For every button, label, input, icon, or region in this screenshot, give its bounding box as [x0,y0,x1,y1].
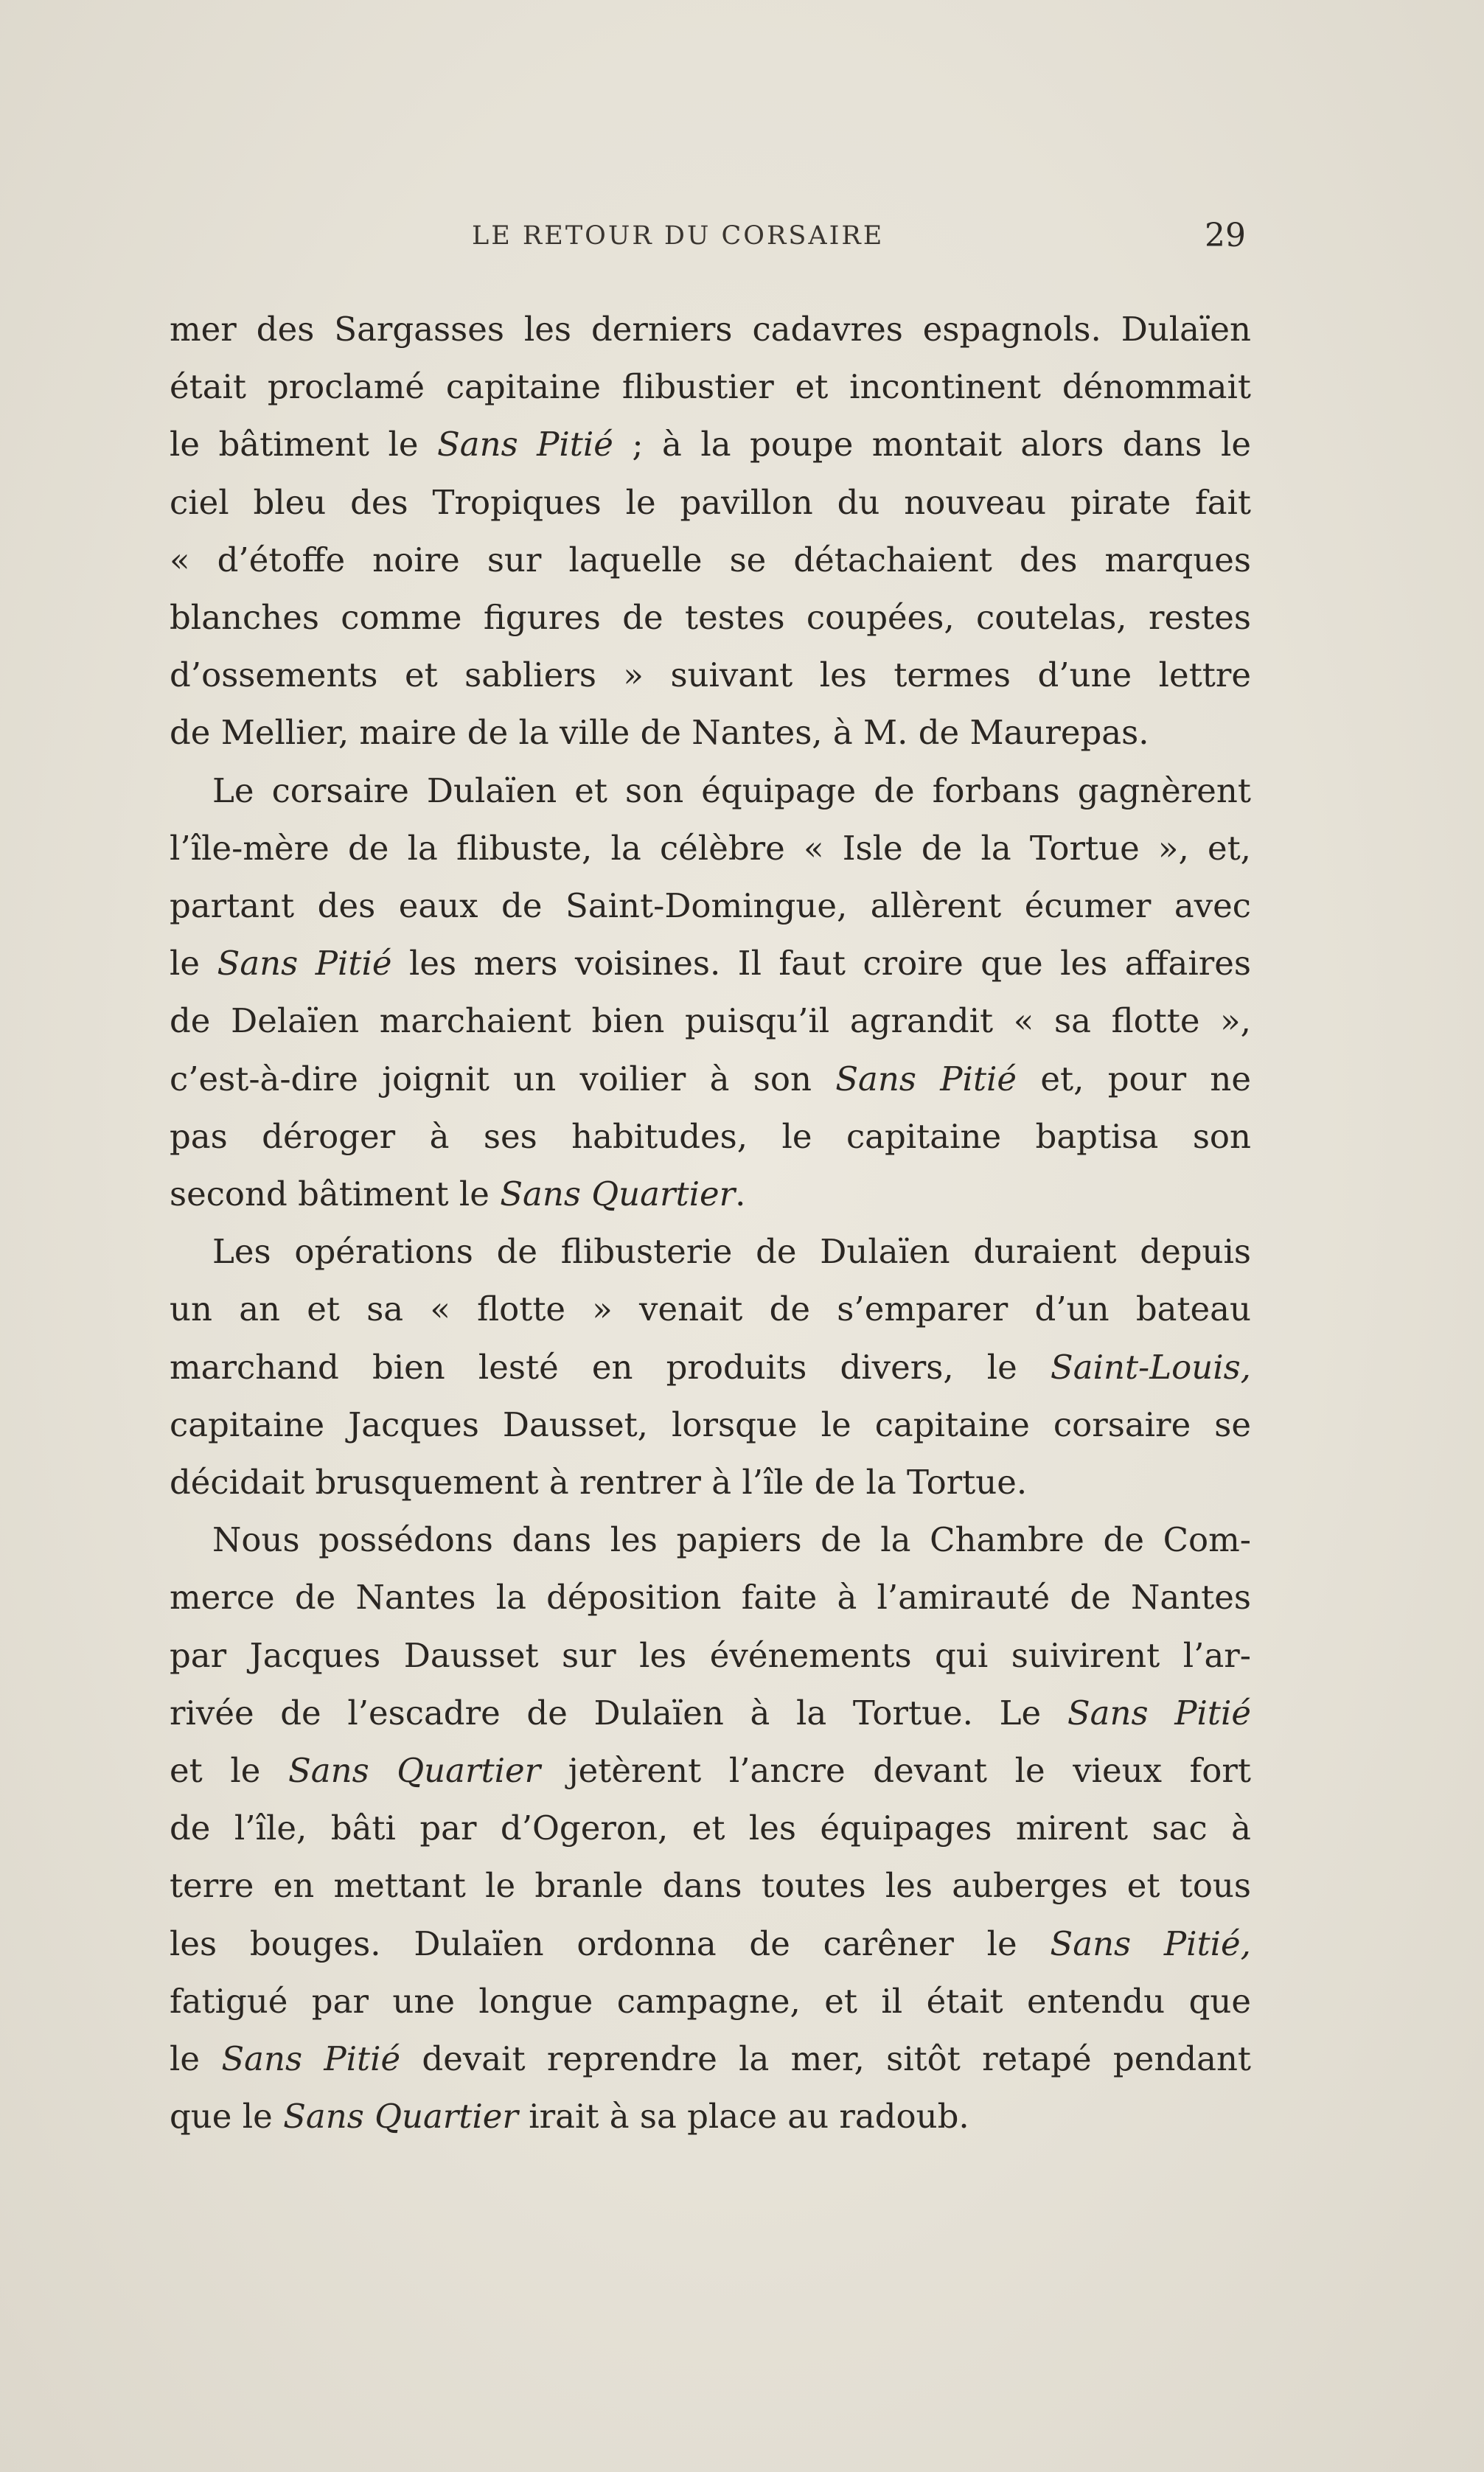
text: le [170,944,217,983]
page-number: 29 [1205,217,1246,254]
running-header [170,217,1246,265]
text-line [170,1685,1251,1742]
text: jetèrent l’ancre devant le vieux fort [540,1751,1251,1791]
text-line [170,704,1251,762]
text-line [170,532,1251,589]
italic-text: Sans Pitié, [1050,1923,1251,1963]
text: d’ossements et sabliers » suivant les termes d’une lettre [170,655,1251,695]
italic-text: Sans Pitié [221,2039,401,2079]
text: de Mellier, maire de la ville de Nantes, à M. de Maurepas. [170,713,1149,753]
text: merce de Nantes la déposition faite à l’amirauté de Nantes [170,1578,1251,1618]
text-line [170,301,1251,358]
text-line [170,1973,1251,2030]
text-line [170,1108,1251,1166]
text: . [735,1174,746,1214]
text-line [170,2030,1251,2088]
italic-text: Sans Quartier [500,1174,736,1214]
text: fatigué par une longue campagne, et il était entendu que [170,1981,1251,2021]
italic-text: Sans Pitié [436,425,613,464]
paragraph [170,1223,1251,1511]
text: ; à la poupe montait alors dans le [613,425,1251,464]
text: par Jacques Dausset sur les événements qui suivirent l’ar- [170,1635,1251,1675]
text: et, pour ne [1017,1059,1252,1099]
text-line [170,1166,1251,1223]
text: de Delaïen marchaient bien puisqu’il agrandit « sa flotte », [170,1001,1251,1041]
text-line [170,1454,1251,1511]
text-line [170,1396,1251,1454]
text: et le [170,1751,288,1791]
text: c’est-à-dire joignit un voilier à son [170,1059,836,1099]
paragraph [170,301,1251,762]
italic-text: Sans Pitié [835,1059,1017,1099]
text: terre en mettant le branle dans toutes les auberges et tous [170,1866,1251,1906]
text: devait reprendre la mer, sitôt retapé pendant [400,2039,1252,2079]
text: marchand bien lesté en produits divers, le [170,1347,1051,1387]
text: Les opérations de flibusterie de Dulaïen duraient depuis [212,1232,1251,1272]
italic-text: Sans Pitié [1067,1693,1252,1733]
text: ciel bleu des Tropiques le pavillon du nouveau pirate fait [170,482,1251,522]
text: le bâtiment le [170,425,437,464]
text: que le [170,2097,284,2137]
text-line [170,1915,1251,1973]
text: de l’île, bâti par d’Ogeron, et les équipages mirent sac à [170,1808,1251,1848]
text: l’île-mère de la flibuste, la célèbre « Isle de la Tortue », et, [170,828,1251,868]
text-line [170,647,1251,704]
text-line [170,992,1251,1050]
text-line [170,589,1251,647]
text: Le corsaire Dulaïen et son équipage de forbans gagnèrent [212,770,1251,810]
text-line [170,474,1251,532]
paragraph [170,762,1251,1224]
italic-text: Saint-Louis, [1050,1347,1251,1387]
text: capitaine Jacques Dausset, lorsque le capitaine corsaire se [170,1404,1251,1444]
text: un an et sa « flotte » venait de s’emparer d’un bateau [170,1289,1251,1329]
text-line [170,1281,1251,1338]
italic-text: Sans Quartier [283,2097,518,2137]
text-line [170,2088,1251,2145]
text-line [170,877,1251,935]
text-line [170,1857,1251,1915]
text-line [170,935,1251,992]
text: Nous possédons dans les papiers de la Chambre de Com- [212,1520,1251,1560]
text-line [170,1051,1251,1108]
paragraph [170,1511,1251,2145]
text: pas déroger à ses habitudes, le capitaine baptisa son [170,1116,1251,1156]
text: rivée de l’escadre de Dulaïen à la Tortue. Le [170,1693,1067,1733]
text: mer des Sargasses les derniers cadavres espagnols. Dulaïen [170,310,1251,349]
text-line [170,358,1251,416]
text: blanches comme figures de testes coupées, coutelas, restes [170,598,1251,638]
text: était proclamé capitaine flibustier et incontinent dénommait [170,367,1251,407]
running-title: LE RETOUR DU CORSAIRE [472,221,885,251]
text-line [170,820,1251,877]
text-line [170,1339,1251,1396]
text-line [170,1742,1251,1800]
text: décidait brusquement à rentrer à l’île de la Tortue. [170,1463,1028,1503]
text-line [170,1800,1251,1857]
text: second bâtiment le [170,1174,501,1214]
text: les bouges. Dulaïen ordonna de carêner le [170,1923,1051,1963]
body-text [170,301,1251,2146]
text: le [170,2039,222,2079]
text-line [170,1223,1251,1281]
italic-text: Sans Pitié [217,944,392,983]
text: partant des eaux de Saint-Domingue, allèrent écumer avec [170,886,1251,926]
text-line [170,1569,1251,1626]
text-line [170,416,1251,473]
italic-text: Sans Quartier [288,1751,541,1791]
text-line [170,762,1251,820]
text-line [170,1627,1251,1685]
text: « d’étoffe noire sur laquelle se détachaient des marques [170,540,1251,579]
text: irait à sa place au radoub. [518,2097,969,2137]
text: les mers voisines. Il faut croire que les affaires [391,944,1252,983]
text-line [170,1511,1251,1569]
